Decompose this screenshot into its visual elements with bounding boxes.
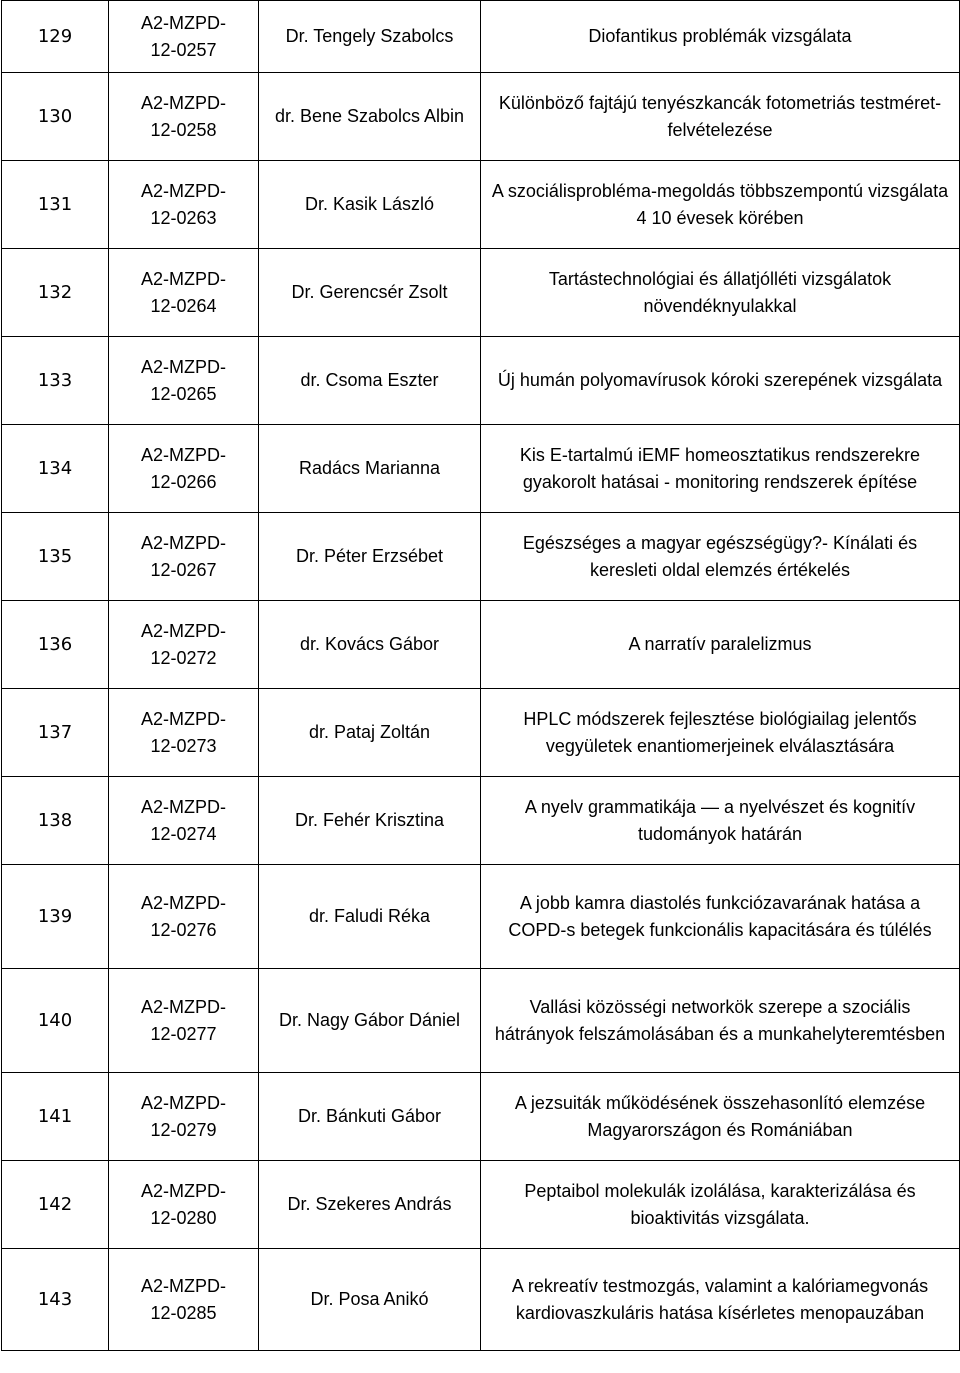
- researcher-name: dr. Kovács Gábor: [259, 601, 481, 689]
- row-number: 130: [2, 73, 109, 161]
- project-title: A szociálisprobléma-megoldás többszempontú vizsgálata 4 10 évesek körében: [481, 161, 960, 249]
- project-code-prefix: A2-MZPD-: [141, 356, 226, 377]
- project-code-number: 12-0285: [150, 1302, 217, 1323]
- researcher-name: dr. Csoma Eszter: [259, 337, 481, 425]
- researcher-name: Dr. Kasik László: [259, 161, 481, 249]
- researcher-name: Dr. Nagy Gábor Dániel: [259, 969, 481, 1073]
- row-number: 141: [2, 1073, 109, 1161]
- researcher-name: dr. Pataj Zoltán: [259, 689, 481, 777]
- project-code-number: 12-0266: [150, 471, 217, 492]
- researcher-name: Dr. Tengely Szabolcs: [259, 1, 481, 73]
- project-code-number: 12-0257: [150, 39, 217, 60]
- row-number: 143: [2, 1249, 109, 1351]
- table-row: [2, 513, 960, 601]
- project-code-number: 12-0272: [150, 647, 217, 668]
- project-code-number: 12-0274: [150, 823, 217, 844]
- row-number: 134: [2, 425, 109, 513]
- project-title: Vallási közösségi networkök szerepe a szociális hátrányok felszámolásában és a munkahelyteremtésben: [481, 969, 960, 1073]
- table-row: [2, 601, 960, 689]
- table-row: [2, 1, 960, 73]
- project-code-prefix: A2-MZPD-: [141, 92, 226, 113]
- project-code-number: 12-0264: [150, 295, 217, 316]
- project-code: [109, 337, 259, 425]
- project-code: [109, 689, 259, 777]
- table-row: [2, 1073, 960, 1161]
- project-code-prefix: A2-MZPD-: [141, 1092, 226, 1113]
- project-title: Peptaibol molekulák izolálása, karakterizálása és bioaktivitás vizsgálata.: [481, 1161, 960, 1249]
- row-number: 131: [2, 161, 109, 249]
- researcher-name: Dr. Gerencsér Zsolt: [259, 249, 481, 337]
- table-row: [2, 425, 960, 513]
- project-code: [109, 1249, 259, 1351]
- project-code: [109, 969, 259, 1073]
- project-code: [109, 73, 259, 161]
- project-code-prefix: A2-MZPD-: [141, 708, 226, 729]
- row-number: 138: [2, 777, 109, 865]
- project-code: [109, 1073, 259, 1161]
- researcher-name: Radács Marianna: [259, 425, 481, 513]
- project-code-prefix: A2-MZPD-: [141, 796, 226, 817]
- project-code-number: 12-0277: [150, 1023, 217, 1044]
- project-code: [109, 1, 259, 73]
- row-number: 133: [2, 337, 109, 425]
- row-number: 135: [2, 513, 109, 601]
- researcher-name: Dr. Szekeres András: [259, 1161, 481, 1249]
- project-title: Kis E-tartalmú iEMF homeosztatikus rendszerekre gyakorolt hatásai - monitoring rendszerek építése: [481, 425, 960, 513]
- researcher-name: Dr. Bánkuti Gábor: [259, 1073, 481, 1161]
- researcher-name: dr. Faludi Réka: [259, 865, 481, 969]
- table-row: [2, 1161, 960, 1249]
- project-title: Különböző fajtájú tenyészkancák fotometriás testméret-felvételezése: [481, 73, 960, 161]
- project-code-prefix: A2-MZPD-: [141, 444, 226, 465]
- project-title: A nyelv grammatikája — a nyelvészet és kognitív tudományok határán: [481, 777, 960, 865]
- researcher-name: Dr. Fehér Krisztina: [259, 777, 481, 865]
- project-code-prefix: A2-MZPD-: [141, 892, 226, 913]
- table-row: [2, 73, 960, 161]
- table-row: [2, 777, 960, 865]
- row-number: 139: [2, 865, 109, 969]
- project-code-number: 12-0273: [150, 735, 217, 756]
- project-code-number: 12-0279: [150, 1119, 217, 1140]
- row-number: 136: [2, 601, 109, 689]
- table-row: [2, 969, 960, 1073]
- table-row: [2, 337, 960, 425]
- project-code-number: 12-0265: [150, 383, 217, 404]
- project-code: [109, 513, 259, 601]
- table-row: [2, 249, 960, 337]
- project-title: A rekreatív testmozgás, valamint a kalóriamegvonás kardiovaszkuláris hatása kísérletes menopauzában: [481, 1249, 960, 1351]
- project-title: Diofantikus problémák vizsgálata: [481, 1, 960, 73]
- project-code-number: 12-0280: [150, 1207, 217, 1228]
- researcher-name: dr. Bene Szabolcs Albin: [259, 73, 481, 161]
- project-code-number: 12-0263: [150, 207, 217, 228]
- project-code: [109, 777, 259, 865]
- project-code: [109, 161, 259, 249]
- project-code-number: 12-0276: [150, 919, 217, 940]
- project-title: A jobb kamra diastolés funkciózavarának hatása a COPD-s betegek funkcionális kapacitására és túlélés: [481, 865, 960, 969]
- row-number: 129: [2, 1, 109, 73]
- project-code: [109, 249, 259, 337]
- project-table-body: [2, 1, 960, 1351]
- row-number: 142: [2, 1161, 109, 1249]
- project-table: [1, 0, 960, 1351]
- project-code-prefix: A2-MZPD-: [141, 1180, 226, 1201]
- project-title: A jezsuiták működésének összehasonlító elemzése Magyarországon és Romániában: [481, 1073, 960, 1161]
- project-code: [109, 1161, 259, 1249]
- project-title: A narratív paralelizmus: [481, 601, 960, 689]
- project-code-number: 12-0258: [150, 119, 217, 140]
- project-title: HPLC módszerek fejlesztése biológiailag jelentős vegyületek enantiomerjeinek elválasztására: [481, 689, 960, 777]
- table-row: [2, 1249, 960, 1351]
- row-number: 140: [2, 969, 109, 1073]
- project-title: Új humán polyomavírusok kóroki szerepének vizsgálata: [481, 337, 960, 425]
- project-code-prefix: A2-MZPD-: [141, 180, 226, 201]
- row-number: 132: [2, 249, 109, 337]
- project-code: [109, 425, 259, 513]
- table-row: [2, 865, 960, 969]
- project-code-prefix: A2-MZPD-: [141, 1275, 226, 1296]
- project-code-prefix: A2-MZPD-: [141, 620, 226, 641]
- project-code-prefix: A2-MZPD-: [141, 996, 226, 1017]
- project-code-prefix: A2-MZPD-: [141, 12, 226, 33]
- project-code-prefix: A2-MZPD-: [141, 268, 226, 289]
- project-code-prefix: A2-MZPD-: [141, 532, 226, 553]
- project-code: [109, 601, 259, 689]
- project-code: [109, 865, 259, 969]
- table-row: [2, 689, 960, 777]
- project-code-number: 12-0267: [150, 559, 217, 580]
- project-title: Tartástechnológiai és állatjólléti vizsgálatok növendéknyulakkal: [481, 249, 960, 337]
- table-row: [2, 161, 960, 249]
- researcher-name: Dr. Péter Erzsébet: [259, 513, 481, 601]
- project-title: Egészséges a magyar egészségügy?- Kínálati és keresleti oldal elemzés értékelés: [481, 513, 960, 601]
- researcher-name: Dr. Posa Anikó: [259, 1249, 481, 1351]
- row-number: 137: [2, 689, 109, 777]
